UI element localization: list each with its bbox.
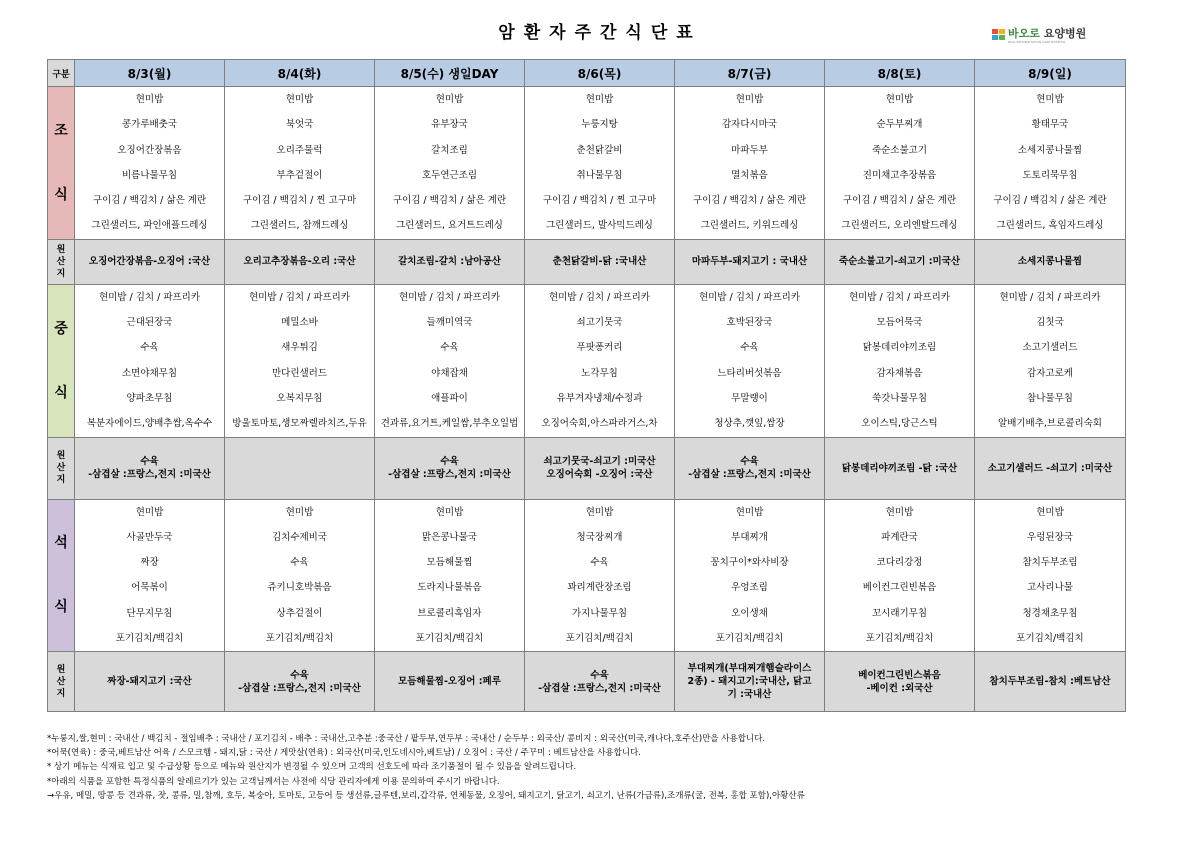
- menu-item: 알배기배추,브로콜리숙회: [998, 418, 1102, 430]
- menu-item: 구이김 / 백김치 / 찐 고구마: [542, 195, 657, 207]
- menu-item: 수육: [740, 342, 759, 354]
- dinner-origin-cell: 부대찌개(부대찌개햄슬라이스 2종) - 돼지고기:국내산, 닭고 기 :국내산: [675, 652, 825, 712]
- menu-item: 포기김치/백김치: [265, 633, 334, 645]
- lunch-origin-cell: 수육 -삼겹살 :프랑스,전지 :미국산: [75, 437, 225, 499]
- menu-item: 현미밥: [735, 94, 764, 105]
- menu-item: 현미밥: [435, 94, 464, 105]
- menu-item: 포기김치/백김치: [865, 633, 934, 645]
- menu-item: 순두부찌개: [876, 119, 923, 131]
- menu-item: 만다린샐러드: [271, 367, 328, 379]
- menu-item: 모듬어묵국: [876, 317, 923, 329]
- menu-item: 현미밥: [735, 506, 764, 518]
- menu-item: 현미밥 / 김치 / 파프리카: [98, 291, 201, 303]
- menu-item: 현미밥: [285, 506, 314, 518]
- menu-item: 소고기샐러드: [1022, 342, 1078, 354]
- dinner-origin-cell: 모듬해물찜-오징어 :페루: [375, 652, 525, 712]
- menu-item: 현미밥: [885, 506, 914, 518]
- lunch-origin-cell: [225, 437, 375, 499]
- lunch-origin-cell: 수육 -삼겹살 :프랑스,전지 :미국산: [375, 437, 525, 499]
- dinner-day-cell: [525, 499, 675, 652]
- menu-item: 감자다시마국: [721, 119, 778, 131]
- lunch-origin-cell: 수육 -삼겹살 :프랑스,전지 :미국산: [675, 437, 825, 499]
- menu-item: 현미밥: [285, 94, 314, 105]
- menu-item: 호박된장국: [726, 317, 773, 329]
- menu-item: 갈치조림: [431, 144, 468, 156]
- menu-item: 구이김 / 백김치 / 삶은 계란: [993, 195, 1107, 207]
- menu-item: 현미밥 / 김치 / 파프리카: [999, 291, 1101, 303]
- lunch-origin-cell: 쇠고기뭇국-쇠고기 :미국산 오징어숙회 -오징어 :국산: [525, 437, 675, 499]
- lunch-origin-cell: 닭봉데리야끼조림 -닭 :국산: [825, 437, 975, 499]
- menu-item: 구이김 / 백김치 / 찐 고구마: [242, 195, 357, 207]
- menu-item: 오이생채: [731, 607, 768, 619]
- menu-item: 마파두부: [731, 144, 768, 156]
- origin-label: 원 산 지: [48, 437, 75, 499]
- menu-item: 수육: [140, 342, 159, 354]
- menu-item: 비름나물무침: [121, 169, 178, 181]
- dinner-day-cell: [75, 499, 225, 652]
- menu-item: 포기김치/백김치: [115, 633, 184, 645]
- logo-suffix: 요양병원: [1043, 27, 1087, 40]
- breakfast-origin-cell: 죽순소불고기-쇠고기 :미국산: [825, 239, 975, 284]
- menu-item: 수육: [590, 557, 609, 569]
- menu-item: 멸치볶음: [731, 169, 768, 181]
- menu-item: 쇠고기뭇국: [576, 317, 623, 329]
- breakfast-day-cell: [675, 87, 825, 240]
- dinner-day-cell: [825, 499, 975, 652]
- menu-item: 춘천닭갈비: [576, 144, 623, 156]
- menu-item: 현미밥: [1036, 94, 1064, 105]
- menu-item: 우엉조림: [731, 582, 768, 594]
- breakfast-day-cell: [375, 87, 525, 240]
- menu-item: 꽁치구이*와사비장: [710, 557, 789, 569]
- dinner-origin-cell: 수육 -삼겹살 :프랑스,전지 :미국산: [225, 652, 375, 712]
- breakfast-origin-cell: 마파두부-돼지고기 : 국내산: [675, 239, 825, 284]
- menu-item: 노각무침: [581, 367, 618, 379]
- menu-item: 파계란국: [881, 531, 918, 543]
- menu-item: 오징어간장볶음: [117, 144, 182, 156]
- menu-item: 취나물무침: [576, 169, 623, 181]
- menu-item: 현미밥 / 김치 / 파프리카: [398, 291, 501, 303]
- menu-item: 복분자에이드,양배추쌈,옥수수: [86, 418, 213, 430]
- menu-item: 청경채초무침: [1022, 607, 1078, 619]
- menu-item: 꽈리계란장조림: [567, 582, 632, 594]
- menu-item: 현미밥 / 김치 / 파프리카: [698, 291, 801, 303]
- menu-item: 감자채볶음: [876, 367, 923, 379]
- menu-item: 그린샐러드, 요거트드레싱: [396, 220, 503, 232]
- menu-item: 포기김치/백김치: [715, 633, 784, 645]
- menu-item: 새우튀김: [281, 342, 318, 354]
- menu-item: 현미밥: [585, 506, 614, 518]
- menu-item: 사골만두국: [126, 531, 173, 543]
- dinner-label: 석 식: [48, 499, 75, 652]
- dinner-day-cell: [675, 499, 825, 652]
- menu-item: 포기김치/백김치: [1016, 633, 1084, 645]
- menu-item: 애플파이: [431, 392, 468, 404]
- breakfast-origin-cell: 갈치조림-갈치 :남아공산: [375, 239, 525, 284]
- day-header: 8/3(월): [75, 60, 225, 87]
- menu-item: 현미밥: [585, 94, 614, 105]
- menu-item: 포기김치/백김치: [565, 633, 634, 645]
- menu-item: 그린샐러드, 참깨드레싱: [250, 220, 349, 232]
- menu-item: 현미밥: [885, 94, 914, 105]
- menu-item: 유부장국: [431, 119, 468, 131]
- menu-item: 견과류,요거트,케일쌈,부추오일법: [380, 418, 519, 430]
- breakfast-label: 조 식: [48, 87, 75, 240]
- breakfast-day-cell: [75, 87, 225, 240]
- dinner-day-cell: [975, 499, 1126, 652]
- menu-item: 현미밥: [1036, 506, 1064, 518]
- note-line: *아래의 식품을 포함한 특정식품의 알레르기가 있는 고객님께서는 사전에 식당 관리자에게 이용 문의하여 주시기 바랍니다.: [47, 776, 500, 787]
- menu-item: 구이김 / 백김치 / 삶은 계란: [92, 195, 207, 207]
- menu-item: 고사리나물: [1027, 582, 1073, 594]
- note-line: *누룽지,쌀,현미 : 국내산 / 백김치 - 절임배추 : 국내산 / 포기김치 - 배추 : 국내산,고추분 :중국산 / 팥두부,연두부 : 국내산 / 순두부 : 외국산/ 콩비지 : 외국산(미국,캐나다,호주산)만을 사용합니다.: [47, 734, 766, 744]
- lunch-day-cell: [225, 284, 375, 437]
- day-header: 8/9(일): [975, 60, 1126, 87]
- day-header: 8/5(수) 생일DAY: [375, 60, 525, 87]
- day-header: 8/8(토): [825, 60, 975, 87]
- menu-item: 양파초무침: [126, 392, 173, 404]
- menu-item: 메밀소바: [281, 317, 318, 329]
- day-header: 8/4(화): [225, 60, 375, 87]
- menu-item: 그린샐러드, 흑임자드레싱: [996, 220, 1104, 232]
- dinner-origin-cell: 베이컨그린빈스볶음 -베이컨 :외국산: [825, 652, 975, 712]
- lunch-day-cell: [525, 284, 675, 437]
- menu-item: 진미채고추장볶음: [862, 169, 937, 181]
- menu-item: 죽순소불고기: [871, 144, 928, 156]
- menu-item: 오이스틱,당근스틱: [861, 418, 938, 430]
- menu-item: 황태무국: [1031, 119, 1069, 131]
- menu-item: 야채잡채: [431, 367, 468, 379]
- breakfast-origin-cell: 춘천닭갈비-닭 :국내산: [525, 239, 675, 284]
- menu-item: 상추겉절이: [276, 607, 323, 619]
- page-title: 암환자주간식단표: [498, 23, 702, 43]
- menu-item: 들깨미역국: [426, 317, 473, 329]
- menu-item: 김칫국: [1036, 317, 1064, 329]
- menu-item: 구이김 / 백김치 / 삶은 계란: [842, 195, 957, 207]
- menu-item: 수육: [290, 557, 309, 569]
- menu-item: 김치수제비국: [271, 531, 328, 543]
- breakfast-day-cell: [525, 87, 675, 240]
- menu-item: 그린샐러드, 파인애플드레싱: [91, 220, 208, 232]
- menu-item: 쥬키니호박볶음: [267, 582, 332, 594]
- origin-label: 원 산 지: [48, 239, 75, 284]
- menu-item: 현미밥 / 김치 / 파프리카: [248, 291, 351, 303]
- menu-item: 감자고로케: [1027, 367, 1073, 379]
- menu-item: 모듬해물찜: [426, 557, 473, 569]
- menu-item: 수육: [440, 342, 459, 354]
- menu-item: 유부겨자냉채/수정과: [556, 392, 643, 404]
- menu-item: 코다리강정: [876, 557, 923, 569]
- menu-item: 청상추,깻잎,쌈장: [714, 418, 785, 430]
- menu-item: 부추겉절이: [276, 169, 323, 181]
- dinner-origin-cell: 수육 -삼겹살 :프랑스,전지 :미국산: [525, 652, 675, 712]
- day-header: 8/7(금): [675, 60, 825, 87]
- menu-item: 도토리묵무침: [1022, 169, 1078, 181]
- lunch-day-cell: [825, 284, 975, 437]
- lunch-label: 중 식: [48, 284, 75, 437]
- menu-item: 닭봉데리야끼조림: [862, 342, 937, 354]
- menu-item: 북엇국: [285, 119, 314, 131]
- lunch-origin-cell: 소고기샐러드 -쇠고기 :미국산: [975, 437, 1126, 499]
- notes: [47, 732, 805, 803]
- menu-item: 그린샐러드, 키위드레싱: [700, 220, 799, 232]
- note-line: *어묵(연육) : 중국,베트남산 어육 / 스모크햄 - 돼지,닭 : 국산 / 게맛살(연육) : 외국산(미국,인도네시아,베트남) / 오징어 : 국산 / 주꾸미 : 베트남산을 사용합니다.: [47, 748, 641, 759]
- menu-item: 현미밥: [135, 94, 164, 105]
- menu-item: 단무지무침: [126, 607, 173, 619]
- menu-item: 호두연근조림: [421, 169, 478, 181]
- breakfast-origin-cell: 오징어간장볶음-오징어 :국산: [75, 239, 225, 284]
- menu-item: 푸팟퐁커리: [576, 342, 623, 354]
- menu-item: 꼬시래기무침: [871, 607, 928, 619]
- hospital-logo: [992, 27, 1086, 44]
- menu-item: 구이김 / 백김치 / 삶은 계란: [392, 195, 507, 207]
- menu-item: 구이김 / 백김치 / 삶은 계란: [692, 195, 807, 207]
- menu-item: 그린샐러드, 오리엔탈드레싱: [841, 220, 958, 232]
- menu-item: 느타리버섯볶음: [717, 367, 782, 379]
- menu-item: 가지나물무침: [571, 607, 628, 619]
- lunch-day-cell: [975, 284, 1126, 437]
- menu-item: 베이컨그린빈볶음: [862, 582, 937, 594]
- dinner-origin-cell: 참치두부조림-참치 :베트남산: [975, 652, 1126, 712]
- menu-item: 현미밥 / 김치 / 파프리카: [548, 291, 651, 303]
- menu-item: 포기김치/백김치: [415, 633, 484, 645]
- menu-item: 무말랭이: [731, 392, 768, 404]
- breakfast-day-cell: [225, 87, 375, 240]
- logo-subtitle: PAUL REHABILITATION CARE HOSPITAL: [1008, 40, 1066, 44]
- menu-item: 현미밥: [135, 506, 164, 518]
- menu-item: 그린샐러드, 발사믹드레싱: [546, 220, 653, 232]
- menu-item: 맑은콩나물국: [421, 531, 478, 543]
- lunch-day-cell: [375, 284, 525, 437]
- breakfast-day-cell: [975, 87, 1126, 240]
- breakfast-origin-cell: 소세지콩나물찜: [975, 239, 1126, 284]
- menu-item: 오리주물럭: [276, 144, 323, 156]
- menu-item: 소세지콩나물찜: [1017, 144, 1083, 156]
- menu-item: 참나물무침: [1027, 392, 1073, 404]
- menu-item: 우렁된장국: [1027, 531, 1073, 543]
- menu-item: 오복지무침: [276, 392, 323, 404]
- breakfast-day-cell: [825, 87, 975, 240]
- dinner-day-cell: [225, 499, 375, 652]
- menu-item: 쑥갓나물무침: [871, 392, 928, 404]
- weekly-menu-table: [47, 59, 1126, 712]
- note-line: →우유, 메밀, 땅콩 등 견과류, 잣, 콩류, 밀,참깨, 호두, 복숭아, 토마토, 고등어 등 생선류,글루텐,보리,갑각류, 연체동물, 오징어, 돼지고기, 닭고기, 쇠고기, 난류(가금류),조개류(굴, 전복, 홍합 포함),아황산류: [47, 790, 805, 801]
- menu-item: 참치두부조림: [1022, 557, 1078, 569]
- menu-item: 도라지나물볶음: [417, 582, 482, 594]
- menu-item: 청국장찌개: [576, 531, 623, 543]
- menu-item: 부대찌개: [731, 531, 768, 543]
- dinner-origin-cell: 짜장-돼지고기 :국산: [75, 652, 225, 712]
- lunch-day-cell: [75, 284, 225, 437]
- menu-item: 방울토마토,생모짜렐라치즈,두유: [232, 418, 367, 430]
- dinner-day-cell: [375, 499, 525, 652]
- origin-label: 원 산 지: [48, 652, 75, 712]
- day-header: 8/6(목): [525, 60, 675, 87]
- menu-item: 콩가루배춧국: [121, 119, 178, 131]
- menu-item: 현미밥 / 김치 / 파프리카: [848, 291, 951, 303]
- lunch-day-cell: [675, 284, 825, 437]
- menu-item: 브로콜리흑임자: [417, 607, 482, 619]
- logo-name: 바오로: [1008, 27, 1040, 40]
- menu-item: 오징어숙회,아스파라거스,차: [541, 418, 658, 430]
- logo-icon: [992, 29, 1005, 40]
- menu-item: 근대된장국: [126, 317, 173, 329]
- breakfast-origin-cell: 오리고추장볶음-오리 :국산: [225, 239, 375, 284]
- menu-item: 누룽지탕: [581, 119, 618, 131]
- note-line: * 상기 메뉴는 식재료 입고 및 수급상황 등으로 메뉴와 원산지가 변경될 수 있으며 고객의 선호도에 따라 조기품절이 될 수 있음을 알려드립니다.: [47, 762, 577, 773]
- menu-item: 짜장: [140, 557, 159, 569]
- gubun-header: 구분: [48, 60, 75, 87]
- menu-item: 어묵볶이: [131, 582, 168, 594]
- menu-item: 소면야채무침: [121, 367, 178, 379]
- menu-item: 현미밥: [435, 506, 464, 518]
